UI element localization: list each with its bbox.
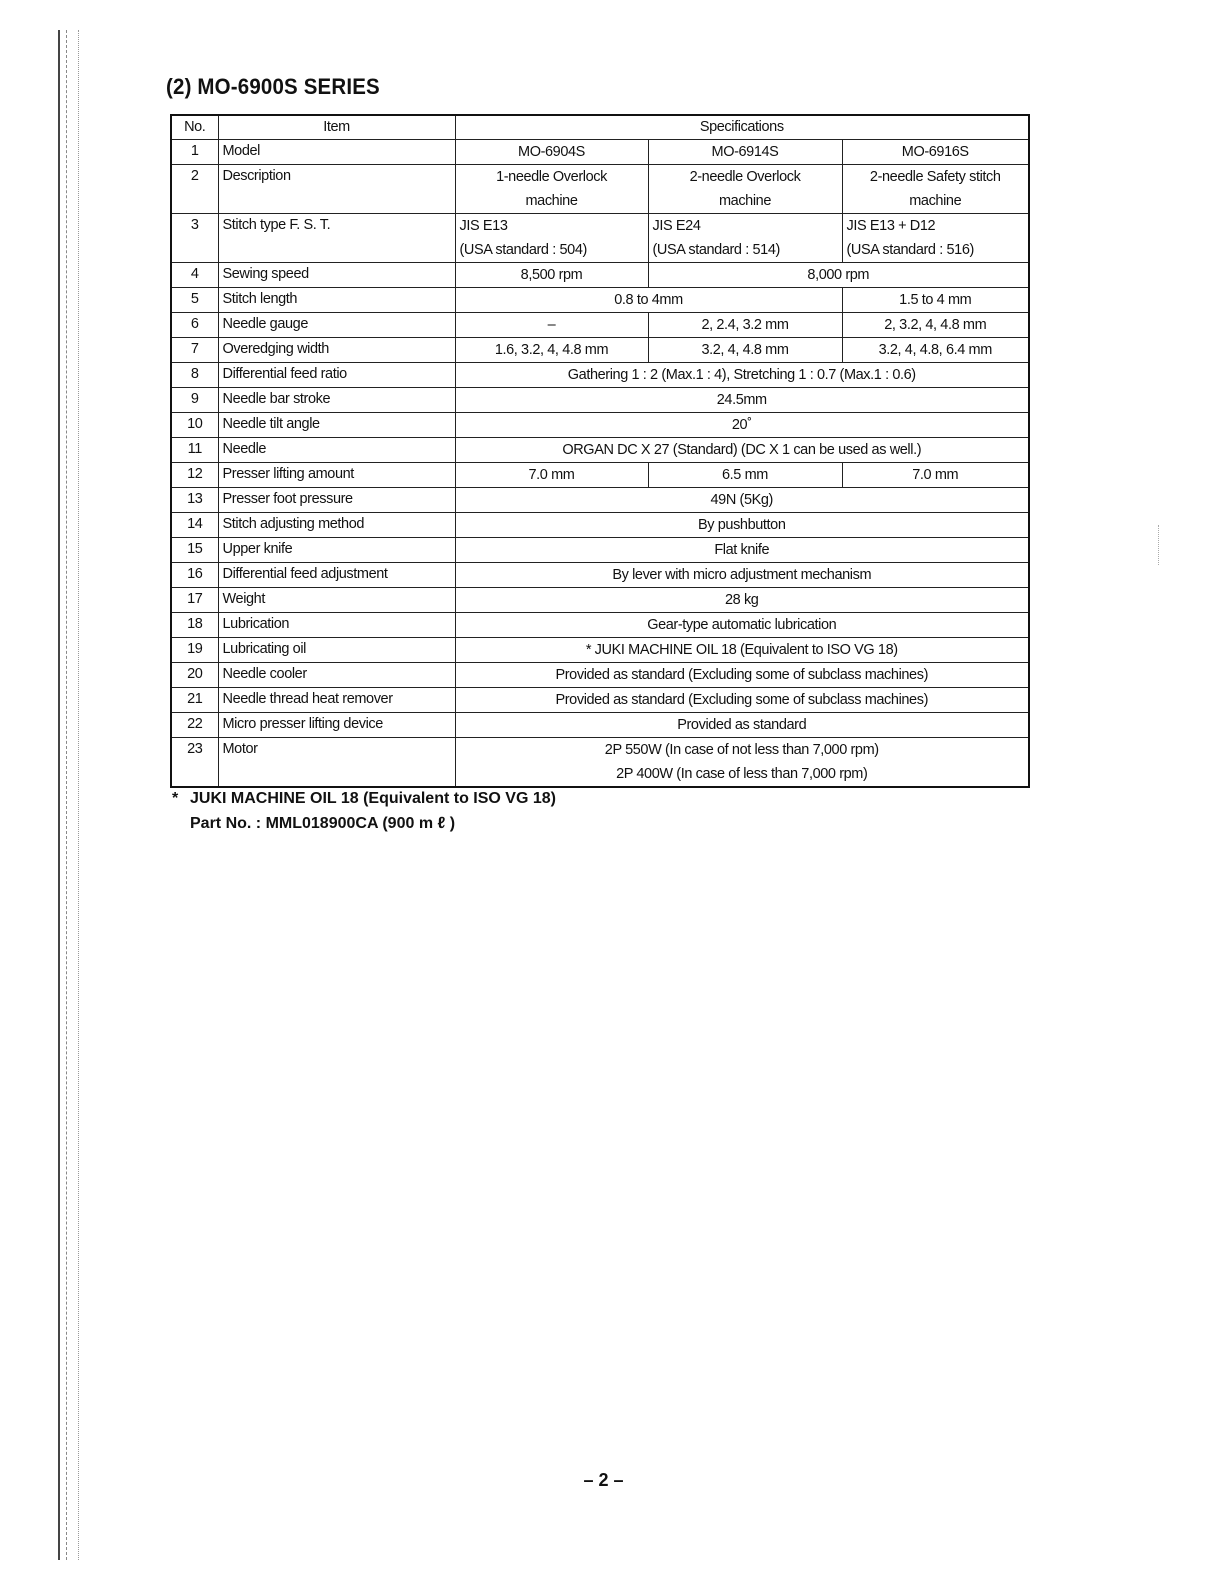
spec-cell [455, 288, 842, 313]
spec-cell-line: 1-needle Overlock [496, 169, 607, 185]
spec-cell-line: Flat knife [714, 542, 770, 558]
row-item: Overedging width [218, 338, 455, 363]
spec-cell-line: 7.0 mm [528, 467, 575, 483]
table-row [171, 538, 1029, 563]
spec-cell [455, 363, 1029, 388]
spec-cell [648, 214, 842, 263]
spec-cell-line: machine [718, 193, 771, 209]
spec-cell [842, 165, 1029, 214]
spec-cell-line: 1.6, 3.2, 4, 4.8 mm [494, 342, 609, 358]
spec-cell [455, 738, 1029, 788]
table-row [171, 663, 1029, 688]
row-item: Differential feed ratio [218, 363, 455, 388]
row-number: 2 [171, 165, 218, 214]
spec-cell-line: 20˚ [731, 417, 752, 433]
spec-cell-line: * JUKI MACHINE OIL 18 (Equivalent to ISO VG 18) [585, 642, 898, 658]
spec-cell-line: 8,000 rpm [807, 267, 870, 283]
header-specifications: Specifications [455, 115, 1029, 140]
spec-cell-line: By lever with micro adjustment mechanism [612, 567, 872, 583]
row-number: 5 [171, 288, 218, 313]
spec-cell [648, 313, 842, 338]
spec-cell-line: MO-6904S [518, 144, 585, 160]
spec-cell-line: ORGAN DC X 27 (Standard) (DC X 1 can be used as well.) [562, 442, 922, 458]
row-item: Description [218, 165, 455, 214]
row-number: 4 [171, 263, 218, 288]
spec-cell [455, 638, 1029, 663]
spec-cell-line: 6.5 mm [722, 467, 768, 483]
footnote-oil-text: JUKI MACHINE OIL 18 (Equivalent to ISO VG 18) [190, 790, 556, 807]
spec-cell-line: 49N (5Kg) [710, 492, 773, 508]
table-row [171, 263, 1029, 288]
spec-cell-line: 8,500 rpm [520, 267, 583, 283]
row-number: 10 [171, 413, 218, 438]
row-number: 15 [171, 538, 218, 563]
header-item: Item [218, 115, 455, 140]
table-header-row [171, 115, 1029, 140]
spec-cell-line: 3.2, 4, 4.8, 6.4 mm [878, 342, 992, 358]
spec-cell [455, 263, 648, 288]
spec-cell-line: 2-needle Overlock [689, 169, 801, 185]
spec-cell-line: Gear-type automatic lubrication [647, 617, 837, 633]
spec-cell [648, 338, 842, 363]
row-number: 19 [171, 638, 218, 663]
table-row [171, 140, 1029, 165]
spec-cell [648, 140, 842, 165]
spec-cell [648, 463, 842, 488]
spec-cell-line: MO-6914S [711, 144, 779, 160]
row-item: Upper knife [218, 538, 455, 563]
table-row [171, 688, 1029, 713]
row-item: Differential feed adjustment [218, 563, 455, 588]
spec-cell-line: Gathering 1 : 2 (Max.1 : 4), Stretching 1 : 0.7 (Max.1 : 0.6) [567, 367, 916, 383]
table-row [171, 588, 1029, 613]
spec-cell [455, 563, 1029, 588]
spec-cell-line: 0.8 to 4mm [614, 292, 683, 308]
spec-cell [455, 538, 1029, 563]
row-number: 9 [171, 388, 218, 413]
footnote-star: * [172, 790, 179, 807]
footnote-part-number: Part No. : MML018900CA (900 m ℓ ) [190, 815, 456, 832]
row-number: 6 [171, 313, 218, 338]
table-row [171, 363, 1029, 388]
spec-cell-line: JIS E24 [652, 218, 701, 234]
row-number: 7 [171, 338, 218, 363]
spec-cell-line: MO-6916S [901, 144, 969, 160]
footnote-oil [172, 786, 556, 811]
table-row [171, 563, 1029, 588]
row-item: Sewing speed [218, 263, 455, 288]
table-body [171, 140, 1029, 788]
row-item: Needle gauge [218, 313, 455, 338]
spec-cell [455, 338, 648, 363]
spec-cell-line: machine [909, 193, 962, 209]
footnote [172, 786, 556, 836]
table-row [171, 463, 1029, 488]
spec-cell [455, 438, 1029, 463]
spec-cell [842, 288, 1029, 313]
row-item: Presser foot pressure [218, 488, 455, 513]
spec-cell-line: (USA standard : 504) [459, 242, 587, 258]
spec-cell-line: 2, 2.4, 3.2 mm [701, 317, 789, 333]
row-item: Lubrication [218, 613, 455, 638]
row-item: Stitch adjusting method [218, 513, 455, 538]
row-number: 16 [171, 563, 218, 588]
table-row [171, 413, 1029, 438]
spec-cell [455, 488, 1029, 513]
row-item: Needle thread heat remover [218, 688, 455, 713]
row-item: Stitch type F. S. T. [218, 214, 455, 263]
spec-cell [455, 588, 1029, 613]
spec-cell-line: Provided as standard (Excluding some of subclass machines) [555, 692, 929, 708]
table-row [171, 613, 1029, 638]
spec-cell [455, 688, 1029, 713]
row-item: Lubricating oil [218, 638, 455, 663]
spec-cell-line: 2P 550W (In case of not less than 7,000 rpm) [604, 742, 879, 758]
table-row [171, 713, 1029, 738]
row-item: Needle tilt angle [218, 413, 455, 438]
binding-margin [58, 30, 79, 1560]
spec-cell [455, 388, 1029, 413]
spec-cell [455, 413, 1029, 438]
spec-cell-line: – [547, 317, 556, 333]
table-row [171, 288, 1029, 313]
row-number: 11 [171, 438, 218, 463]
spec-cell-line: 28 kg [725, 592, 759, 608]
row-number: 8 [171, 363, 218, 388]
spec-cell-line: (USA standard : 514) [652, 242, 780, 258]
row-number: 18 [171, 613, 218, 638]
row-number: 23 [171, 738, 218, 788]
table-row [171, 338, 1029, 363]
spec-cell-line: 2P 400W (In case of less than 7,000 rpm) [616, 766, 868, 782]
table-row [171, 388, 1029, 413]
spec-cell-line: 2, 3.2, 4, 4.8 mm [884, 317, 987, 333]
row-item: Micro presser lifting device [218, 713, 455, 738]
row-number: 3 [171, 214, 218, 263]
spec-cell [648, 263, 1029, 288]
page-title: (2) MO-6900S SERIES [166, 74, 380, 99]
table-row [171, 738, 1029, 788]
spec-cell [455, 513, 1029, 538]
page-number: – 2 – [583, 1470, 624, 1490]
spec-cell-line: JIS E13 + D12 [846, 218, 936, 234]
table-row [171, 513, 1029, 538]
row-number: 20 [171, 663, 218, 688]
spec-cell-line: By pushbutton [697, 517, 786, 533]
row-number: 22 [171, 713, 218, 738]
spec-cell [842, 140, 1029, 165]
row-item: Needle cooler [218, 663, 455, 688]
spec-cell [455, 165, 648, 214]
spec-cell-line: JIS E13 [459, 218, 508, 234]
header-no: No. [171, 115, 218, 140]
spec-cell [842, 214, 1029, 263]
table-row [171, 638, 1029, 663]
scan-specks [1128, 525, 1159, 565]
spec-cell-line: (USA standard : 516) [846, 242, 974, 258]
spec-cell [455, 663, 1029, 688]
row-item: Presser lifting amount [218, 463, 455, 488]
spec-cell-line: Provided as standard [677, 717, 807, 733]
row-number: 12 [171, 463, 218, 488]
row-item: Stitch length [218, 288, 455, 313]
spec-cell-line: 1.5 to 4 mm [899, 292, 972, 308]
spec-cell [842, 463, 1029, 488]
row-number: 13 [171, 488, 218, 513]
table-row [171, 214, 1029, 263]
spec-cell-line: Provided as standard (Excluding some of subclass machines) [555, 667, 929, 683]
spec-cell-line: 2-needle Safety stitch [869, 169, 1001, 185]
spec-cell [455, 613, 1029, 638]
spec-cell [842, 313, 1029, 338]
specifications-table [170, 114, 1030, 788]
row-number: 14 [171, 513, 218, 538]
spec-cell [455, 713, 1029, 738]
row-item: Needle [218, 438, 455, 463]
spec-cell-line: 7.0 mm [912, 467, 959, 483]
spec-cell [842, 338, 1029, 363]
spec-cell [455, 313, 648, 338]
table-row [171, 165, 1029, 214]
row-number: 1 [171, 140, 218, 165]
table-row [171, 313, 1029, 338]
spec-cell [455, 463, 648, 488]
row-item: Needle bar stroke [218, 388, 455, 413]
row-item: Model [218, 140, 455, 165]
table-row [171, 488, 1029, 513]
spec-cell [455, 140, 648, 165]
row-number: 17 [171, 588, 218, 613]
spec-cell-line: machine [525, 193, 578, 209]
row-item: Weight [218, 588, 455, 613]
table-row [171, 438, 1029, 463]
spec-cell [455, 214, 648, 263]
spec-cell-line: 24.5mm [716, 392, 767, 408]
row-item: Motor [218, 738, 455, 788]
row-number: 21 [171, 688, 218, 713]
spec-cell [648, 165, 842, 214]
spec-cell-line: 3.2, 4, 4.8 mm [701, 342, 789, 358]
